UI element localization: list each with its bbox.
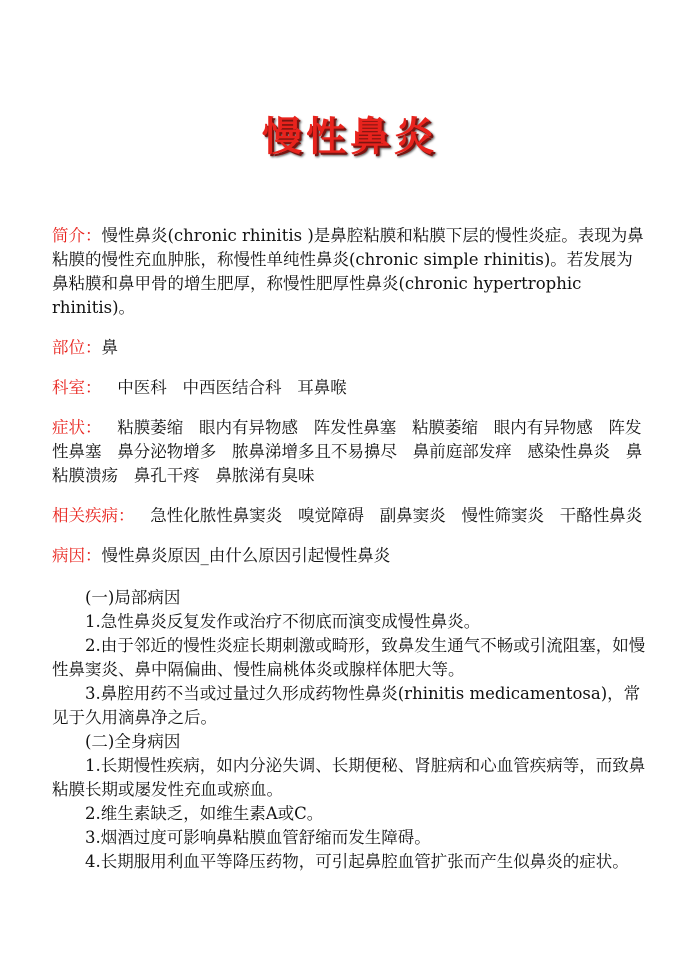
related-label: 相关疾病： — [52, 506, 135, 525]
symptom-item: 阵发性鼻塞 — [313, 418, 397, 437]
cause-label: 病因： — [52, 546, 102, 565]
related-item: 嗅觉障碍 — [298, 506, 364, 525]
page-title: 慢性鼻炎 — [262, 114, 438, 160]
cause-line: 1.急性鼻炎反复发作或治疗不彻底而演变成慢性鼻炎。 — [85, 612, 481, 631]
symptom-item: 鼻前庭部发痒 — [412, 442, 512, 461]
symptom-item: 鼻脓涕有臭味 — [215, 466, 315, 485]
cause-line: 3.烟酒过度可影响鼻粘膜血管舒缩而发生障碍。 — [85, 828, 431, 847]
cause-line: 3.鼻腔用药不当或过量过久形成药物性鼻炎(rhinitis medicamentosa)，常见于久用滴鼻净之后。 — [52, 684, 641, 727]
related-diseases-section — [52, 504, 648, 528]
intro-label: 简介： — [52, 226, 102, 245]
cause-section — [52, 544, 648, 568]
department-item: 中医科 — [117, 378, 167, 397]
related-item: 干酪性鼻炎 — [559, 506, 643, 525]
symptom-item: 阵发性鼻塞 — [52, 418, 642, 461]
related-item: 慢性筛窦炎 — [461, 506, 544, 525]
department-section — [52, 376, 648, 400]
symptoms-label: 症状： — [52, 418, 102, 437]
cause-line: 1.长期慢性疾病，如内分泌失调、长期便秘、肾脏病和心血管疾病等，而致鼻粘膜长期或屡发性充血或瘀血。 — [52, 756, 646, 799]
symptom-item: 眼内有异物感 — [493, 418, 593, 437]
symptom-item: 感染性鼻炎 — [527, 442, 610, 461]
cause-line: (一)局部病因 — [85, 588, 181, 607]
symptom-item: 粘膜萎缩 — [412, 418, 478, 437]
location-text: 鼻 — [101, 338, 118, 357]
symptom-item: 鼻孔干疼 — [133, 466, 200, 485]
cause-details — [52, 586, 648, 874]
document-body — [52, 224, 648, 874]
symptom-item: 鼻粘膜溃疡 — [52, 442, 643, 485]
related-item: 副鼻窦炎 — [379, 506, 446, 525]
department-item: 耳鼻喉 — [297, 378, 347, 397]
department-label: 科室： — [52, 378, 102, 397]
cause-line: 2.维生素缺乏，如维生素A或C。 — [85, 804, 324, 823]
intro-section — [52, 224, 648, 320]
cause-line: (二)全身病因 — [85, 732, 181, 751]
cause-line: 4.长期服用利血平等降压药物，可引起鼻腔血管扩张而产生似鼻炎的症状。 — [85, 852, 629, 871]
symptom-item: 脓鼻涕增多且不易擤尽 — [232, 442, 397, 461]
symptoms-section — [52, 416, 648, 488]
symptom-item: 粘膜萎缩 — [117, 418, 184, 437]
symptom-item: 眼内有异物感 — [199, 418, 298, 437]
department-item: 中西医结合科 — [182, 378, 282, 397]
related-item: 急性化脓性鼻窦炎 — [150, 506, 283, 525]
location-label: 部位： — [52, 338, 102, 357]
location-section — [52, 336, 648, 360]
intro-text: 慢性鼻炎(chronic rhinitis )是鼻腔粘膜和粘膜下层的慢性炎症。表现为鼻粘膜的慢性充血肿胀，称慢性单纯性鼻炎(chronic simple rhinitis)。若发展为鼻粘膜和鼻甲骨的增生肥厚，称慢性肥厚性鼻炎(chronic hypertrophic rhinitis)。 — [52, 226, 644, 317]
symptom-item: 鼻分泌物增多 — [117, 442, 217, 461]
cause-line: 2.由于邻近的慢性炎症长期刺激或畸形，致鼻发生通气不畅或引流阻塞，如慢性鼻窦炎、鼻中隔偏曲、慢性扁桃体炎或腺样体肥大等。 — [52, 636, 646, 679]
cause-title: 慢性鼻炎原因_由什么原因引起慢性鼻炎 — [101, 546, 391, 565]
